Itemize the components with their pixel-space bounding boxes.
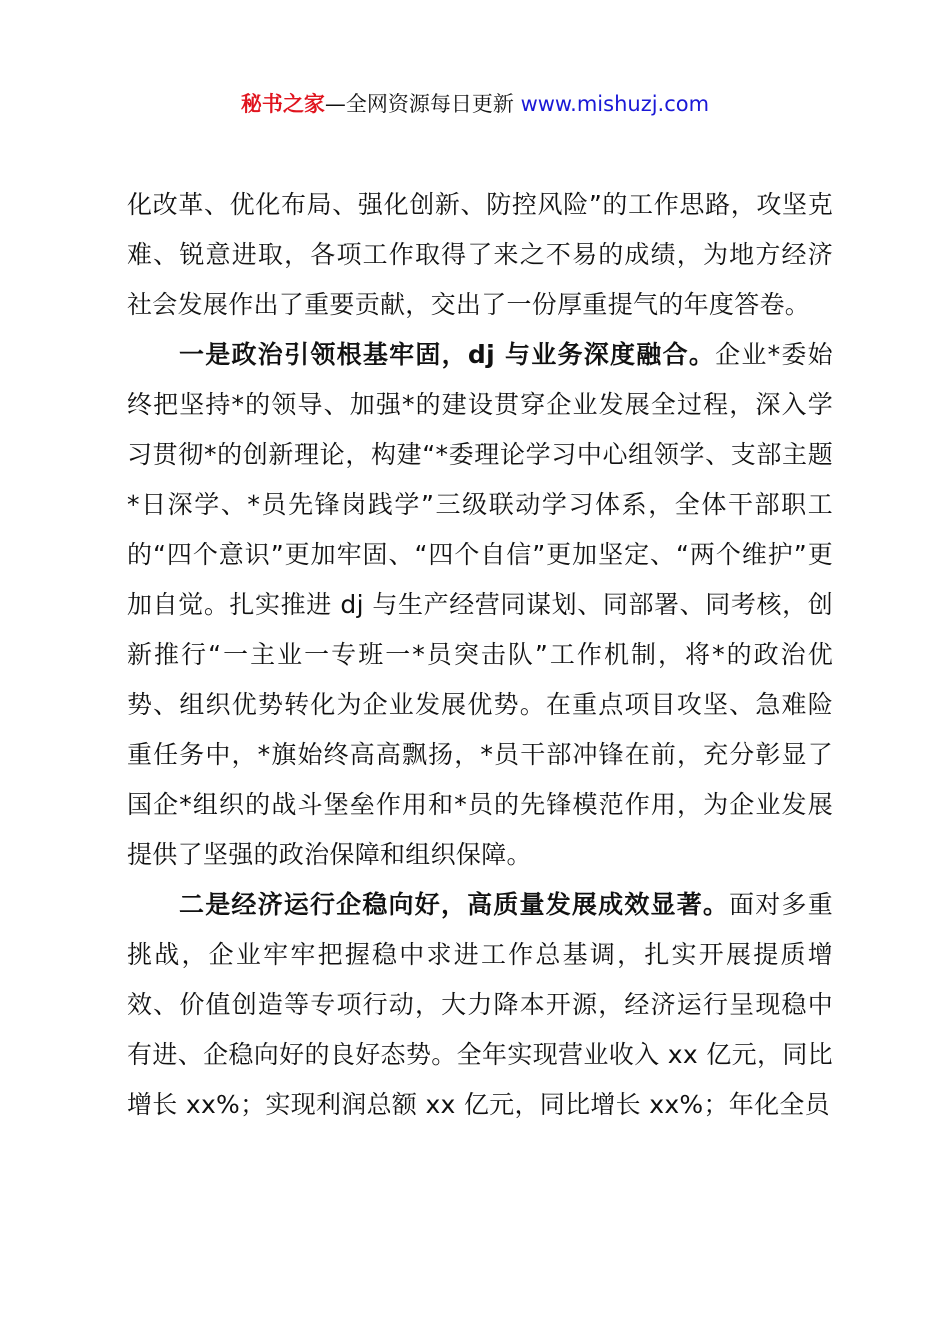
paragraph-political-leadership xyxy=(127,330,833,880)
site-url-link[interactable]: www.mishuzj.com xyxy=(520,92,710,116)
paragraph-text: 企业*委始终把坚持*的领导、加强*的建设贯穿企业发展全过程，深入学习贯彻*的创新理论，构建“*委理论学习中心组领学、支部主题*日深学、*员先锋岗践学”三级联动学习体系，全体干部职工的“四个意识”更加牢固、“四个自信”更加坚定、“两个维护”更加自觉。扎实推进 dj 与生产经营同谋划、同部署、同考核，创新推行“一主业一专班一*员突击队”工作机制，将*的政治优势、组织优势转化为企业发展优势。在重点项目攻坚、急难险重任务中，*旗始终高高飘扬，*员干部冲锋在前，充分彰显了国企*组织的战斗堡垒作用和*员的先锋模范作用，为企业发展提供了坚强的政治保障和组织保障。 xyxy=(127,340,833,869)
site-tagline: —全网资源每日更新 xyxy=(324,92,521,116)
paragraph-heading: 二是经济运行企稳向好，高质量发展成效显著。 xyxy=(179,890,730,919)
site-brand: 秘书之家 xyxy=(240,92,325,116)
paragraph-text: 化改革、优化布局、强化创新、防控风险”的工作思路，攻坚克难、锐意进取，各项工作取得了来之不易的成绩，为地方经济社会发展作出了重要贡献，交出了一份厚重提气的年度答卷。 xyxy=(127,190,833,319)
document-body xyxy=(127,180,833,1130)
paragraph-heading: 一是政治引领根基牢固，dj 与业务深度融合。 xyxy=(179,340,716,369)
paragraph-economic-operation xyxy=(127,880,833,1130)
paragraph-text: 面对多重挑战，企业牢牢把握稳中求进工作总基调，扎实开展提质增效、价值创造等专项行动，大力降本开源，经济运行呈现稳中有进、企稳向好的良好态势。全年实现营业收入 xx 亿元，同比增长 xx%；实现利润总额 xx 亿元，同比增长 xx%；年化全员 xyxy=(127,890,833,1119)
site-header xyxy=(0,88,950,120)
paragraph-continuation xyxy=(127,180,833,330)
